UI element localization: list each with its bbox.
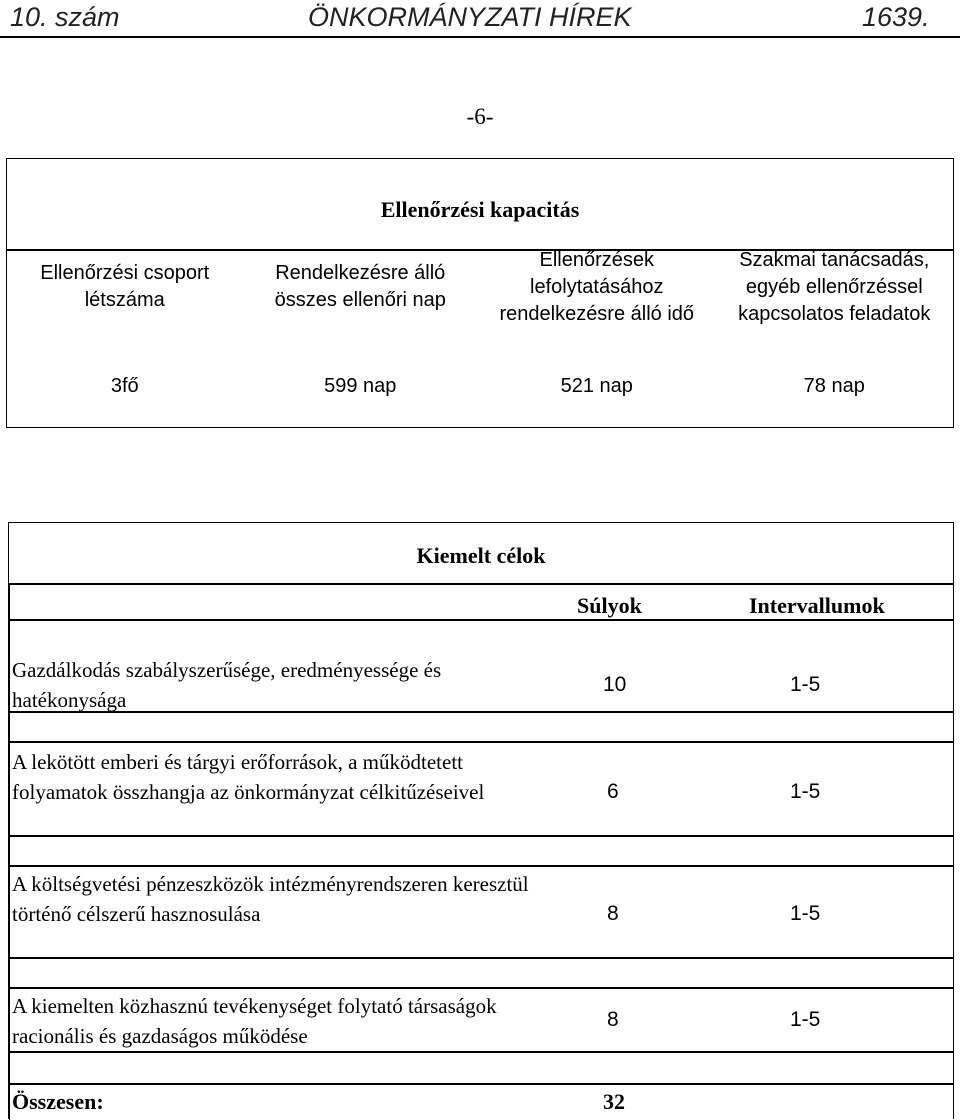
goal-weight: 8 — [607, 1008, 619, 1031]
capacity-title: Ellenőrzési kapacitás — [380, 197, 580, 222]
table-rule — [9, 835, 953, 837]
publication-title: ÖNKORMÁNYZATI HÍREK — [308, 2, 632, 32]
capacity-title-row — [7, 159, 953, 251]
table-rule — [9, 583, 953, 585]
header-rule — [0, 36, 960, 38]
goal-label: A kiemelten közhasznú tevékenységet folytató társaságok racionális és gazdaságos működése — [12, 994, 497, 1048]
goal-label: Gazdálkodás szabályszerűsége, eredményessége és hatékonysága — [12, 658, 442, 712]
goal-interval: 1-5 — [790, 902, 821, 925]
goal-interval: 1-5 — [790, 673, 821, 696]
table-rule — [9, 957, 953, 959]
capacity-header-row — [7, 248, 953, 325]
page-header — [0, 0, 960, 38]
table-border — [9, 583, 10, 1120]
page-marker: -6- — [466, 104, 494, 129]
total-value: 32 — [603, 1089, 625, 1114]
goal-weight: 10 — [603, 673, 627, 696]
capacity-value: 3fő — [110, 375, 139, 397]
goal-label: A lekötött emberi és tárgyi erőforrások, a működtetett folyamatok összhangja az önkormányzat célkitűzéseivel — [12, 750, 485, 804]
capacity-col-header: Szakmai tanácsadás, egyéb ellenőrzéssel kapcsolatos feladatok — [738, 248, 931, 325]
table-rule — [9, 741, 953, 743]
table-rule — [9, 987, 953, 989]
capacity-table — [6, 158, 954, 428]
capacity-col-header: Ellenőrzések lefolytatásához rendelkezésre álló idő — [499, 248, 695, 325]
table-rule — [9, 1083, 953, 1085]
goal-label: A költségvetési pénzeszközök intézményrendszeren keresztül történő célszerű hasznosulása — [12, 872, 529, 926]
goal-weight: 8 — [607, 902, 619, 925]
capacity-values-row — [7, 375, 953, 398]
intervals-header: Intervallumok — [749, 593, 885, 618]
table-rule — [9, 619, 953, 621]
table-rule — [9, 865, 953, 867]
goals-table — [8, 522, 954, 1119]
capacity-col-header: Rendelkezésre álló összes ellenőri nap — [274, 262, 446, 311]
table-rule — [9, 1051, 953, 1053]
goals-title: Kiemelt célok — [416, 543, 546, 568]
table-rule — [9, 711, 953, 713]
goal-interval: 1-5 — [790, 780, 821, 803]
goal-interval: 1-5 — [790, 1008, 821, 1031]
capacity-value: 521 nap — [560, 375, 633, 397]
goal-weight: 6 — [607, 780, 619, 803]
issue-number: 10. szám — [10, 2, 120, 32]
total-label: Összesen: — [12, 1089, 104, 1114]
weights-header: Súlyok — [577, 593, 642, 618]
page-number: 1639. — [862, 2, 930, 32]
capacity-value: 599 nap — [324, 375, 397, 397]
capacity-col-header: Ellenőrzési csoport létszáma — [40, 262, 210, 311]
capacity-value: 78 nap — [803, 375, 865, 397]
